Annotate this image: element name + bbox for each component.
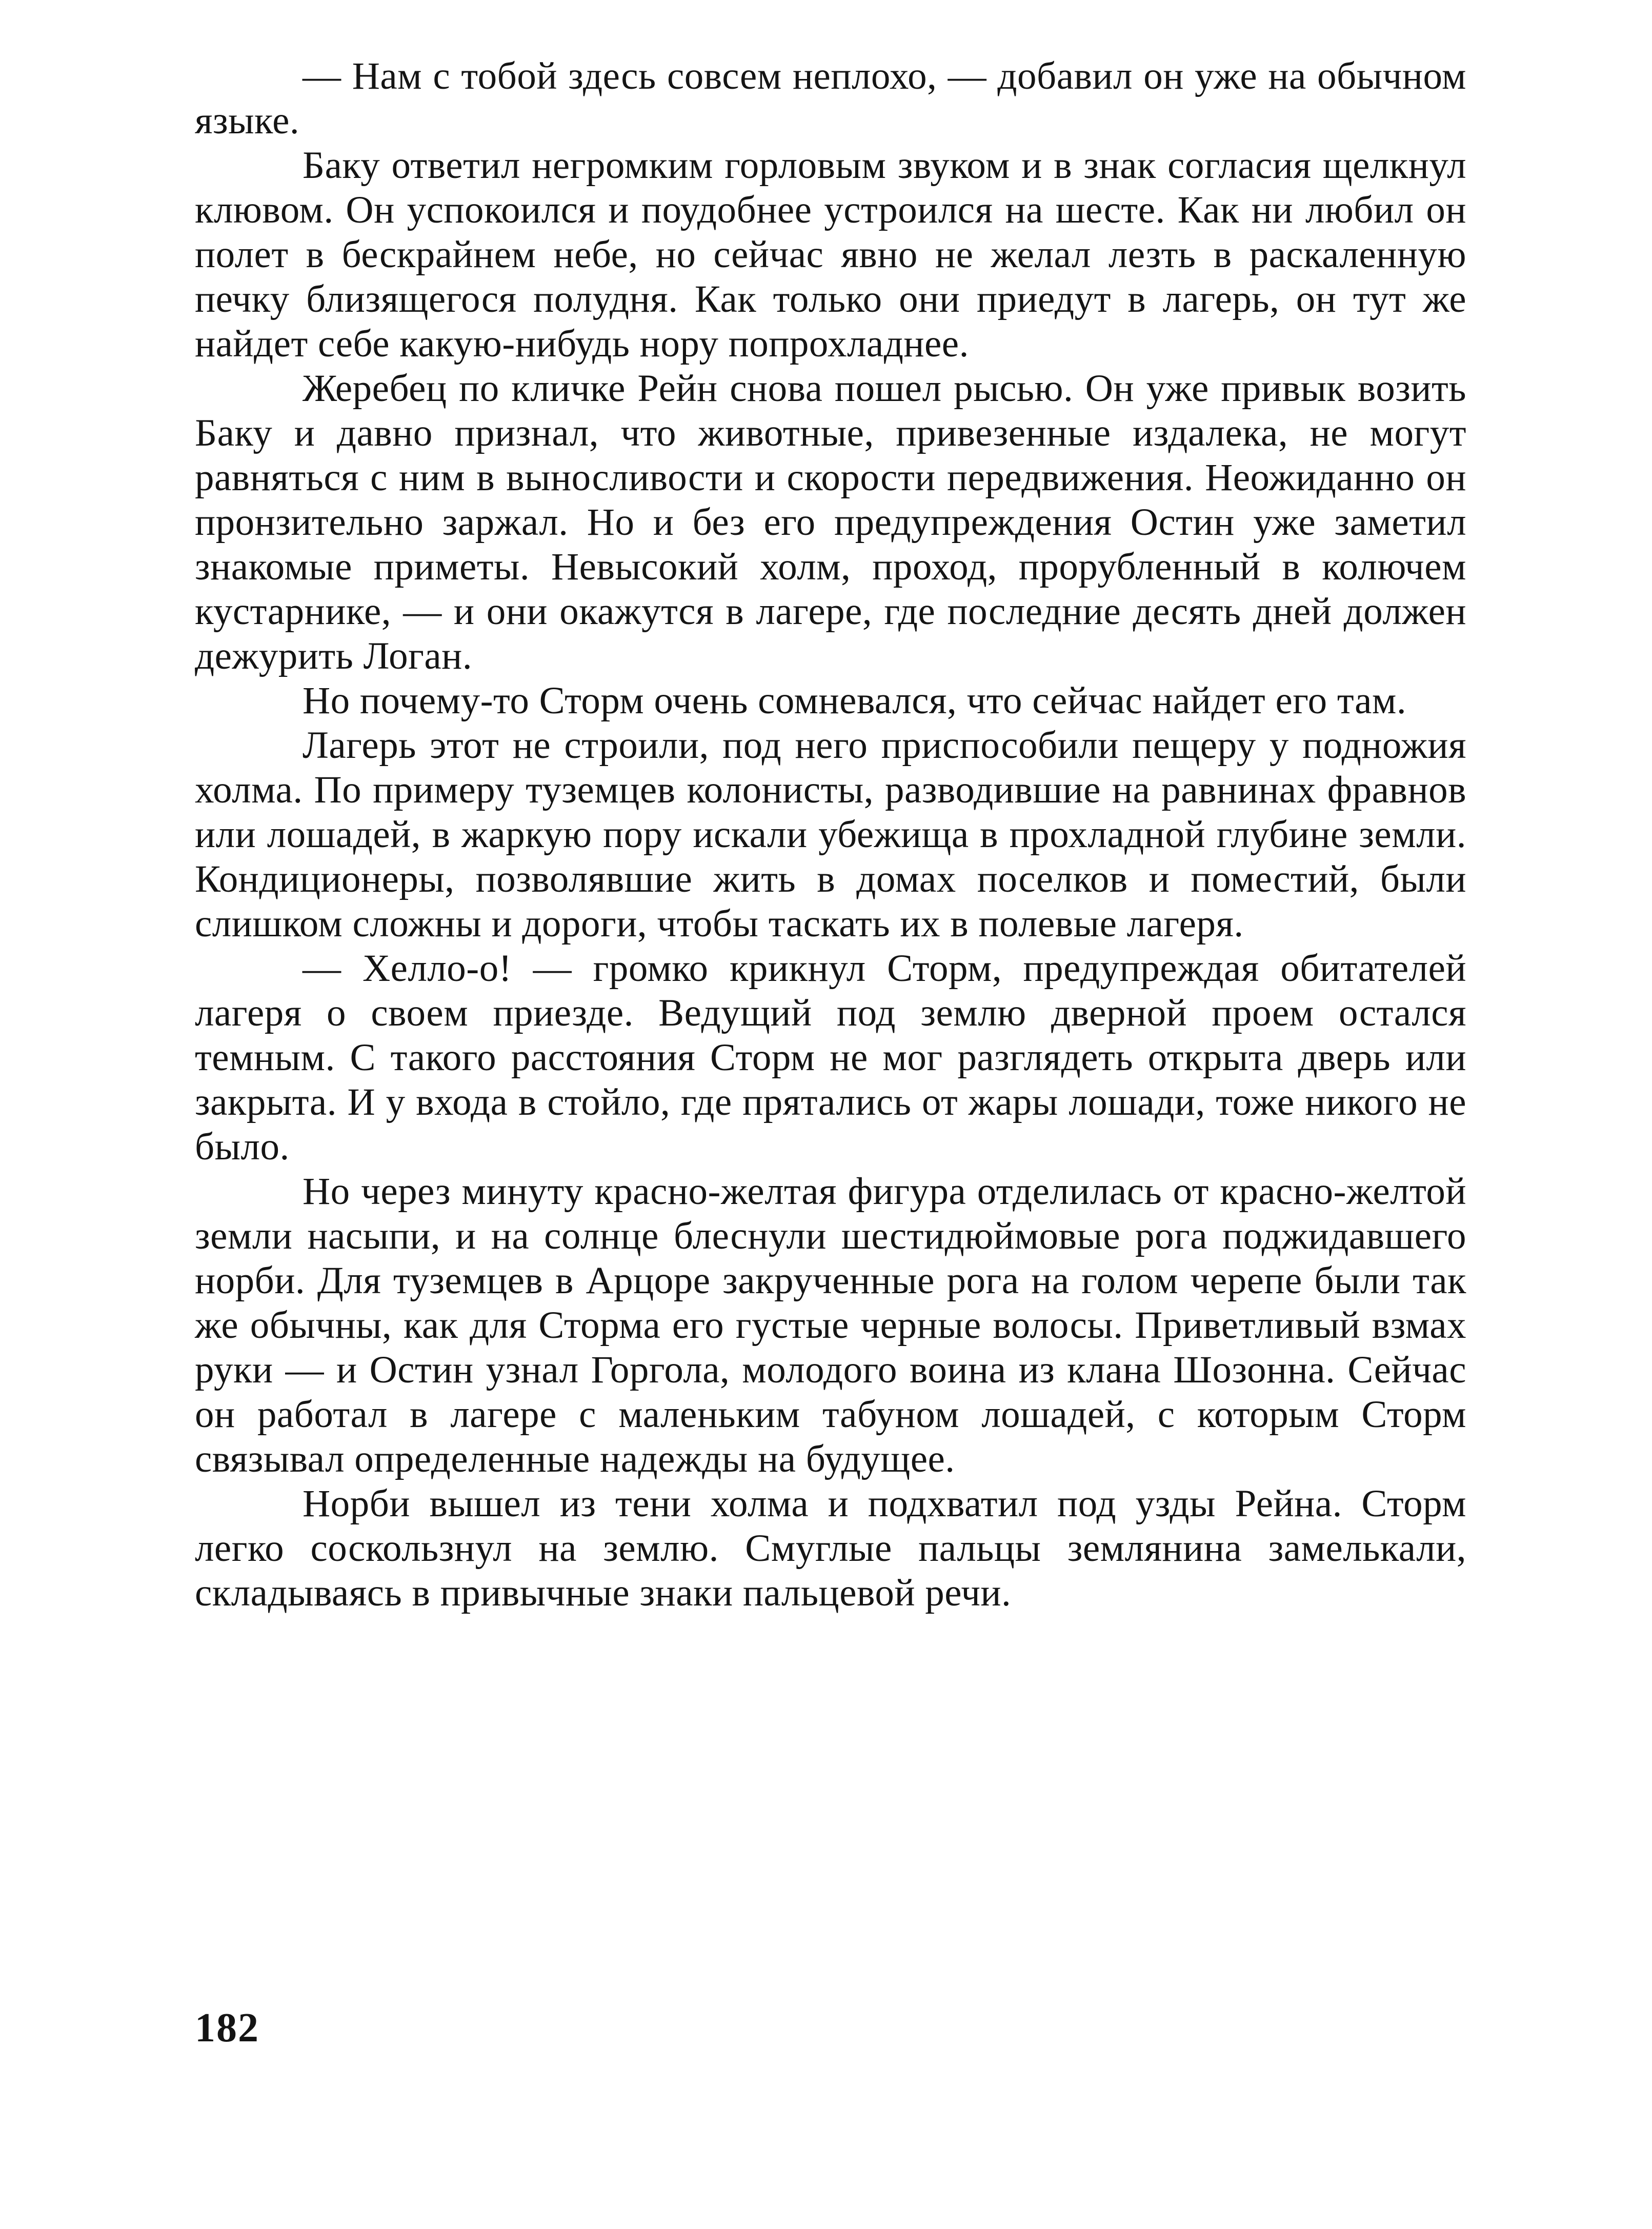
paragraph: Норби вышел из тени холма и подхватил под узды Рейна. Сторм легко соскользнул на землю. Смуглые пальцы землянина замелькали, складываясь в привычные знаки пальцевой речи.: [195, 1482, 1466, 1614]
body-text: [195, 54, 1466, 1615]
paragraph: Но через минуту красно-желтая фигура отделилась от красно-желтой земли насыпи, и на солнце блеснули шестидюймовые рога поджидавшего норби. Для туземцев в Арцоре закрученные рога на голом черепе были так же обычны, как для Сторма его густые черные волосы. Приветливый взмах руки — и Остин узнал Горгола, молодого воина из клана Шозонна. Сейчас он работал в лагере с маленьким табуном лошадей, с которым Сторм связывал определенные надежды на будущее.: [195, 1170, 1466, 1480]
page-number: 182: [195, 2005, 259, 2051]
paragraph: Но почему-то Сторм очень сомневался, что сейчас найдет его там.: [303, 679, 1407, 722]
paragraph: — Хелло-о! — громко крикнул Сторм, предупреждая обитателей лагеря о своем приезде. Ведущий под землю дверной проем остался темным. С такого расстояния Сторм не мог разглядеть открыта дверь или закрыта. И у входа в стойло, где прятались от жары лошади, тоже никого не было.: [195, 947, 1466, 1168]
paragraph: Жеребец по кличке Рейн снова пошел рысью. Он уже привык возить Баку и давно признал, что животные, привезенные издалека, не могут равняться с ним в выносливости и скорости передвижения. Неожиданно он пронзительно заржал. Но и без его предупреждения Остин уже заметил знакомые приметы. Невысокий холм, проход, прорубленный в колючем кустарнике, — и они окажутся в лагере, где последние десять дней должен дежурить Логан.: [195, 367, 1466, 677]
paragraph: Лагерь этот не строили, под него приспособили пещеру у подножия холма. По примеру туземцев колонисты, разводившие на равнинах фравнов или лошадей, в жаркую пору искали убежища в прохладной глубине земли. Кондиционеры, позволявшие жить в домах поселков и поместий, были слишком сложны и дороги, чтобы таскать их в полевые лагеря.: [195, 724, 1466, 945]
paragraph: Баку ответил негромким горловым звуком и в знак согласия щелкнул клювом. Он успокоился и поудобнее устроился на шесте. Как ни любил он полет в бескрайнем небе, но сейчас явно не желал лезть в раскаленную печку близящегося полудня. Как только они приедут в лагерь, он тут же найдет себе какую-нибудь нору попрохладнее.: [195, 144, 1466, 365]
paragraph: — Нам с тобой здесь совсем неплохо, — добавил он уже на обычном языке.: [195, 55, 1466, 142]
